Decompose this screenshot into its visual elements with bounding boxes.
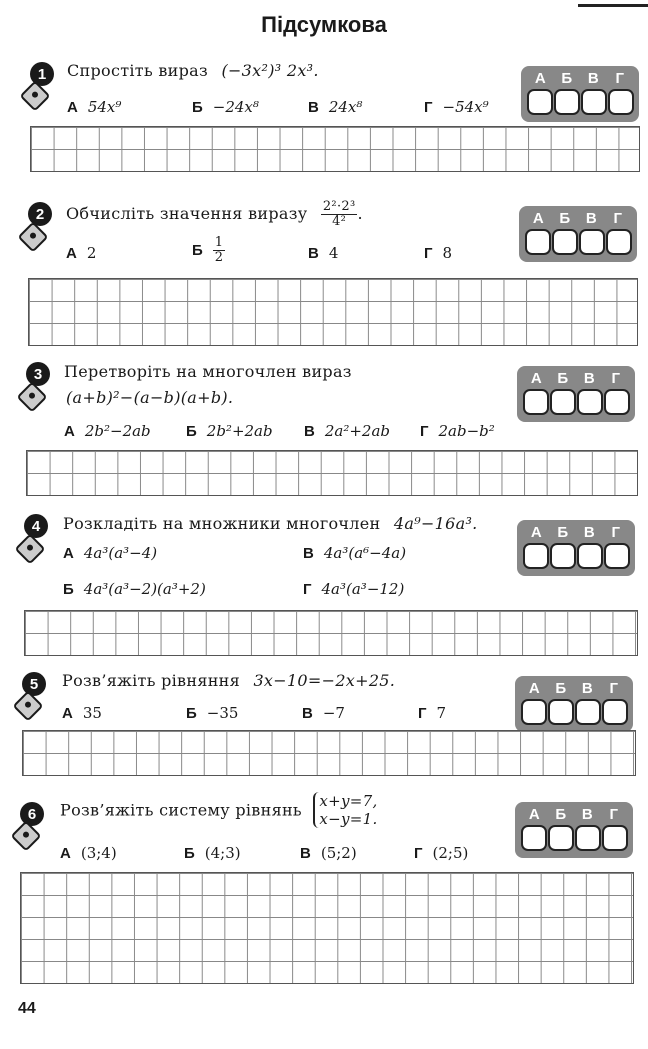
work-grid[interactable] bbox=[30, 126, 640, 172]
option-d bbox=[424, 98, 489, 116]
answer-cell-a[interactable] bbox=[525, 229, 551, 255]
option-letter: В bbox=[303, 545, 314, 562]
task-number-badge: 5 bbox=[22, 672, 46, 696]
answer-box bbox=[515, 676, 633, 732]
option-letter: А bbox=[67, 99, 78, 116]
answer-box bbox=[517, 520, 635, 576]
answer-cell-b[interactable] bbox=[548, 825, 574, 851]
task-text: Розкладіть на множники многочлен bbox=[63, 514, 381, 533]
option-letter: Б bbox=[186, 423, 197, 440]
option-value: 7 bbox=[436, 704, 447, 722]
work-grid[interactable] bbox=[28, 278, 638, 346]
option-letter: В bbox=[304, 423, 315, 440]
option-letter: Б bbox=[186, 705, 197, 722]
answer-letter: В bbox=[583, 524, 595, 541]
answer-cell-b[interactable] bbox=[550, 543, 576, 569]
answer-letter: Б bbox=[557, 524, 569, 541]
answer-letter: А bbox=[534, 70, 546, 87]
option-value: 1 bbox=[214, 235, 224, 250]
option-letter: А bbox=[60, 845, 71, 862]
answer-letter: Г bbox=[613, 210, 622, 227]
option-d bbox=[420, 422, 495, 440]
option-value: 35 bbox=[82, 704, 102, 722]
answer-cell-b[interactable] bbox=[550, 389, 576, 415]
answer-cell-d[interactable] bbox=[604, 543, 630, 569]
task-number-badge: 3 bbox=[26, 362, 50, 386]
answer-box bbox=[519, 206, 637, 262]
diamond-marker-icon bbox=[14, 533, 45, 564]
option-letter: Б bbox=[63, 581, 74, 598]
answer-letter: Г bbox=[609, 680, 618, 697]
option-d bbox=[414, 844, 468, 862]
option-value: −7 bbox=[322, 704, 345, 722]
option-value: 4a³(a³−2)(a³+2) bbox=[83, 580, 206, 598]
answer-letter: Г bbox=[611, 524, 620, 541]
option-letter: А bbox=[66, 245, 77, 262]
option-letter: Г bbox=[424, 245, 433, 262]
task-question bbox=[62, 671, 395, 690]
answer-letter: В bbox=[581, 806, 593, 823]
option-letter: А bbox=[64, 423, 75, 440]
task-question: Обчисліть значення виразу $\frac{\text{2²·2³}}{\text{4²}}$ . bbox=[66, 199, 363, 229]
task-number-badge: 1 bbox=[30, 62, 54, 86]
answer-cell-a[interactable] bbox=[523, 543, 549, 569]
option-c bbox=[302, 704, 345, 722]
answer-letter: В bbox=[587, 70, 599, 87]
option-a bbox=[62, 704, 102, 722]
work-grid[interactable] bbox=[20, 872, 634, 984]
option-value: 4a³(a³−12) bbox=[321, 580, 405, 598]
answer-cell-c[interactable] bbox=[581, 89, 607, 115]
option-value: −54x⁹ bbox=[442, 98, 489, 116]
option-value-denominator: 2 bbox=[214, 250, 224, 265]
answer-cell-c[interactable] bbox=[577, 389, 603, 415]
task-number-badge: 2 bbox=[28, 202, 52, 226]
option-value: 2a²+2ab bbox=[324, 422, 390, 440]
option-letter: Б bbox=[184, 845, 195, 862]
answer-cell-a[interactable] bbox=[527, 89, 553, 115]
task-text: Спростіть вираз bbox=[67, 61, 209, 80]
option-d bbox=[303, 580, 404, 598]
option-letter: Г bbox=[420, 423, 429, 440]
option-value: 2ab−b² bbox=[438, 422, 495, 440]
answer-letter: Б bbox=[555, 680, 567, 697]
option-value: 4a³(a³−4) bbox=[83, 544, 158, 562]
task-text: Розв’яжіть рівняння bbox=[62, 671, 241, 690]
answer-box bbox=[515, 802, 633, 858]
answer-box bbox=[521, 66, 639, 122]
work-grid[interactable] bbox=[26, 450, 638, 496]
option-value: 2b²+2ab bbox=[206, 422, 273, 440]
answer-cell-c[interactable] bbox=[575, 825, 601, 851]
option-d bbox=[424, 244, 452, 262]
task-expression: 3x−10=−2x+25. bbox=[253, 671, 396, 690]
option-b bbox=[192, 98, 259, 116]
option-letter: В bbox=[308, 99, 319, 116]
task-text: Розв’яжіть систему рівнянь bbox=[60, 800, 302, 820]
option-value: −35 bbox=[206, 704, 239, 722]
answer-cell-d[interactable] bbox=[606, 229, 632, 255]
option-value: (2;5) bbox=[432, 844, 469, 862]
option-letter: А bbox=[63, 545, 74, 562]
diamond-marker-icon bbox=[17, 221, 48, 252]
option-a bbox=[64, 422, 151, 440]
option-a bbox=[63, 544, 157, 562]
option-c bbox=[308, 244, 338, 262]
fraction-denominator: 4² bbox=[332, 214, 347, 229]
answer-cell-c[interactable] bbox=[575, 699, 601, 725]
option-letter: Г bbox=[303, 581, 312, 598]
task-question bbox=[63, 514, 478, 533]
option-b bbox=[192, 236, 225, 265]
option-d bbox=[418, 704, 446, 722]
system-equation-2: x−y=1. bbox=[319, 810, 378, 828]
answer-cell-d[interactable] bbox=[604, 389, 630, 415]
task-expression: (−3x²)³ 2x³. bbox=[221, 61, 319, 80]
answer-box bbox=[517, 366, 635, 422]
diamond-marker-icon bbox=[10, 820, 41, 851]
answer-letter: Б bbox=[559, 210, 571, 227]
answer-cell-c[interactable] bbox=[579, 229, 605, 255]
option-b bbox=[186, 422, 273, 440]
option-value: (5;2) bbox=[320, 844, 357, 862]
answer-letter: А bbox=[528, 680, 540, 697]
answer-letter: Б bbox=[557, 370, 569, 387]
option-value: 2 bbox=[86, 244, 97, 262]
task-question bbox=[67, 61, 319, 80]
option-b bbox=[63, 580, 206, 598]
top-rule bbox=[578, 4, 648, 7]
work-grid[interactable] bbox=[24, 610, 638, 656]
answer-letter: В bbox=[585, 210, 597, 227]
answer-cell-a[interactable] bbox=[521, 699, 547, 725]
option-a bbox=[60, 844, 117, 862]
answer-cell-d[interactable] bbox=[602, 699, 628, 725]
option-value: (3;4) bbox=[80, 844, 117, 862]
answer-cell-b[interactable] bbox=[552, 229, 578, 255]
option-letter: Г bbox=[424, 99, 433, 116]
answer-cell-b[interactable] bbox=[554, 89, 580, 115]
option-value: 8 bbox=[442, 244, 453, 262]
answer-cell-a[interactable] bbox=[521, 825, 547, 851]
answer-letter: Б bbox=[561, 70, 573, 87]
answer-letter: Г bbox=[615, 70, 624, 87]
answer-letter: В bbox=[581, 680, 593, 697]
option-value: 24x⁸ bbox=[328, 98, 363, 116]
option-letter: Б bbox=[192, 99, 203, 116]
task-number-badge: 6 bbox=[20, 802, 44, 826]
answer-cell-d[interactable] bbox=[608, 89, 634, 115]
answer-letter: А bbox=[532, 210, 544, 227]
answer-letter: А bbox=[530, 524, 542, 541]
work-grid[interactable] bbox=[22, 730, 636, 776]
fraction-numerator: 2²·2³ bbox=[322, 199, 356, 214]
answer-cell-c[interactable] bbox=[577, 543, 603, 569]
page-number: 44 bbox=[18, 1000, 36, 1017]
answer-letter: Г bbox=[609, 806, 618, 823]
option-value: −24x⁸ bbox=[212, 98, 259, 116]
option-b bbox=[186, 704, 238, 722]
task-number-badge: 4 bbox=[24, 514, 48, 538]
option-c bbox=[304, 422, 390, 440]
answer-cell-a[interactable] bbox=[523, 389, 549, 415]
option-letter: В bbox=[302, 705, 313, 722]
option-a bbox=[67, 98, 121, 116]
option-value: (4;3) bbox=[204, 844, 241, 862]
system-equation-1: x+y=7, bbox=[319, 792, 378, 810]
option-letter: В bbox=[308, 245, 319, 262]
option-letter: Б bbox=[192, 241, 203, 259]
task-question bbox=[60, 792, 378, 828]
answer-cell-b[interactable] bbox=[548, 699, 574, 725]
answer-letter: А bbox=[528, 806, 540, 823]
answer-letter: Б bbox=[555, 806, 567, 823]
option-value: 2b²−2ab bbox=[84, 422, 151, 440]
option-letter: А bbox=[62, 705, 73, 722]
answer-letter: А bbox=[530, 370, 542, 387]
option-value: 4 bbox=[328, 244, 339, 262]
task-text: Перетворіть на многочлен вираз bbox=[64, 362, 352, 381]
option-c bbox=[300, 844, 357, 862]
page-title: Підсумкова bbox=[261, 12, 387, 37]
option-letter: Г bbox=[418, 705, 427, 722]
option-letter: Г bbox=[414, 845, 423, 862]
answer-letter: Г bbox=[611, 370, 620, 387]
task-expression: (a+b)²−(a−b)(a+b). bbox=[66, 388, 234, 407]
answer-letter: В bbox=[583, 370, 595, 387]
option-value: 4a³(a⁶−4a) bbox=[323, 544, 407, 562]
answer-cell-d[interactable] bbox=[602, 825, 628, 851]
option-c bbox=[303, 544, 406, 562]
option-value: 54x⁹ bbox=[87, 98, 122, 116]
option-c bbox=[308, 98, 362, 116]
option-a bbox=[66, 244, 96, 262]
option-b bbox=[184, 844, 241, 862]
task-text: Обчисліть значення виразу bbox=[66, 204, 308, 223]
diamond-marker-icon bbox=[12, 690, 43, 721]
diamond-marker-icon bbox=[16, 381, 47, 412]
option-letter: В bbox=[300, 845, 311, 862]
task-expression: 4a⁹−16a³. bbox=[393, 514, 478, 533]
